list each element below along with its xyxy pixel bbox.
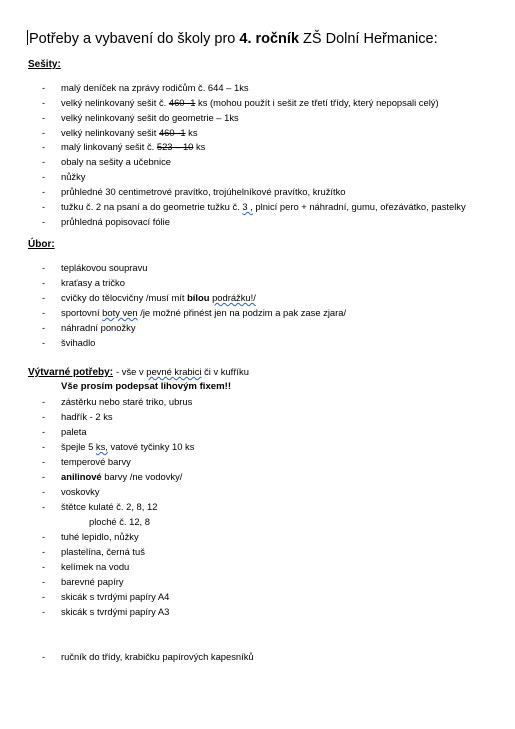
bullet-dash: - [42,531,46,542]
bullet-dash: - [42,651,46,662]
bold-text: bílou [187,292,210,303]
item-text: temperové barvy [61,456,131,467]
item-text: velký nelinkovaný sešit [61,127,159,138]
item-text: průhledné 30 centimetrové pravítko, trojúhelníkové pravítko, kružítko [61,186,346,197]
item-text: ručník do třídy, krabičku papírových kapesníků [61,651,254,662]
bullet-dash: - [42,411,46,422]
item-text: malý deníček na zprávy rodičům č. 644 – 1ks [61,82,249,93]
item-text: nůžky [61,171,86,182]
item-text: malý linkovaný sešit č. [61,141,157,152]
bullet-dash: - [42,426,46,437]
item-text: švihadlo [61,337,96,348]
item-text: ks [193,141,206,152]
bullet-dash: - [42,141,46,152]
heading-note: či v kufříku [201,366,249,377]
bullet-dash: - [42,216,46,227]
heading-sesity: Sešity: [28,59,61,70]
item-text: ks (mohou použít i sešit ze třetí třídy, který nepopsali celý) [195,97,439,108]
item-text: skicák s tvrdými papíry A3 [61,606,170,617]
sign-note: Vše prosím podepsat lihovým fixem!! [61,381,232,392]
item-text: ks [185,127,198,138]
heading-text: Výtvarné potřeby: [28,367,114,378]
heading-vytvarne [28,366,249,378]
item-text: ploché č. 12, 8 [89,516,150,527]
item-text: hadřík - 2 ks [61,411,113,422]
bullet-dash: - [42,127,46,138]
item-text: sportovní [61,307,103,318]
marked-text: ks, [95,441,108,452]
heading-note: - vše v [116,366,147,377]
title-school: ZŠ Dolní Heřmanice: [299,31,438,47]
item-text: skicák s tvrdými papíry A4 [61,591,170,602]
item-text: průhledná popisovací fólie [61,216,170,227]
document-title [27,30,438,47]
bullet-dash: - [42,277,46,288]
bullet-dash: - [42,97,46,108]
bullet-dash: - [42,201,46,212]
title-prefix: Potřeby a vybavení do školy pro [29,31,240,47]
item-text: obaly na sešity a učebnice [61,156,171,167]
marked-text: 460 -1 [168,97,196,108]
bold-text: anilinové [61,471,102,482]
bullet-dash: - [42,82,46,93]
item-text: štětce kulaté č. 2, 8, 12 [61,501,158,512]
bullet-dash: - [42,501,46,512]
bullet-dash: - [42,561,46,572]
bullet-dash: - [42,292,46,303]
item-text: velký nelinkovaný sešit do geometrie – 1ks [61,112,239,123]
item-text: plastelína, černá tuš [61,546,145,557]
item-text: kelímek na vodu [61,561,130,572]
heading-ubor: Úbor: [28,239,55,250]
bullet-dash: - [42,307,46,318]
title-grade: 4. ročník [239,31,300,47]
bullet-dash: - [42,112,46,123]
marked-text: 460 -1 [158,127,186,138]
item-text: /je možné přinést jen na podzim a pak zase zjara/ [137,307,347,318]
item-text: vatové tyčinky 10 ks [107,441,195,452]
bullet-dash: - [42,262,46,273]
bullet-dash: - [42,337,46,348]
item-text: barevné papíry [61,576,124,587]
item-text: plnicí pero + náhradní, gumu, ořezávátko, pastelky [252,201,466,212]
marked-text: 3 , [242,201,253,212]
bullet-dash: - [42,441,46,452]
bullet-dash: - [42,606,46,617]
item-text: kraťasy a tričko [61,277,125,288]
bullet-dash: - [42,591,46,602]
item-text: špejle 5 [61,441,96,452]
bullet-dash: - [42,486,46,497]
marked-text: 523 – 10 [156,141,194,152]
item-text: zástěrku nebo staré triko, ubrus [61,396,193,407]
item-text: velký nelinkovaný sešit č. [61,97,169,108]
item-text: teplákovou soupravu [61,262,148,273]
marked-text: pevné krabici [146,366,202,377]
bullet-dash: - [42,156,46,167]
bullet-dash: - [42,171,46,182]
item-text: voskovky [61,486,100,497]
item-text: tužku č. 2 na psaní a do geometrie tužku č. [61,201,243,212]
text-cursor [27,30,28,45]
bullet-dash: - [42,456,46,467]
bullet-dash: - [42,576,46,587]
item-text: cvičky do tělocvičny /musí mít [61,292,188,303]
item-text: náhradní ponožky [61,322,136,333]
item-text: barvy /ne vodovky/ [101,471,183,482]
bullet-dash: - [42,322,46,333]
marked-text: boty ven [102,307,138,318]
item-text: paleta [61,426,87,437]
bullet-dash: - [42,396,46,407]
marked-text: podrážku!/ [212,292,256,303]
bullet-dash: - [42,186,46,197]
bullet-dash: - [42,471,46,482]
bullet-dash: - [42,546,46,557]
item-text: tuhé lepidlo, nůžky [61,531,139,542]
